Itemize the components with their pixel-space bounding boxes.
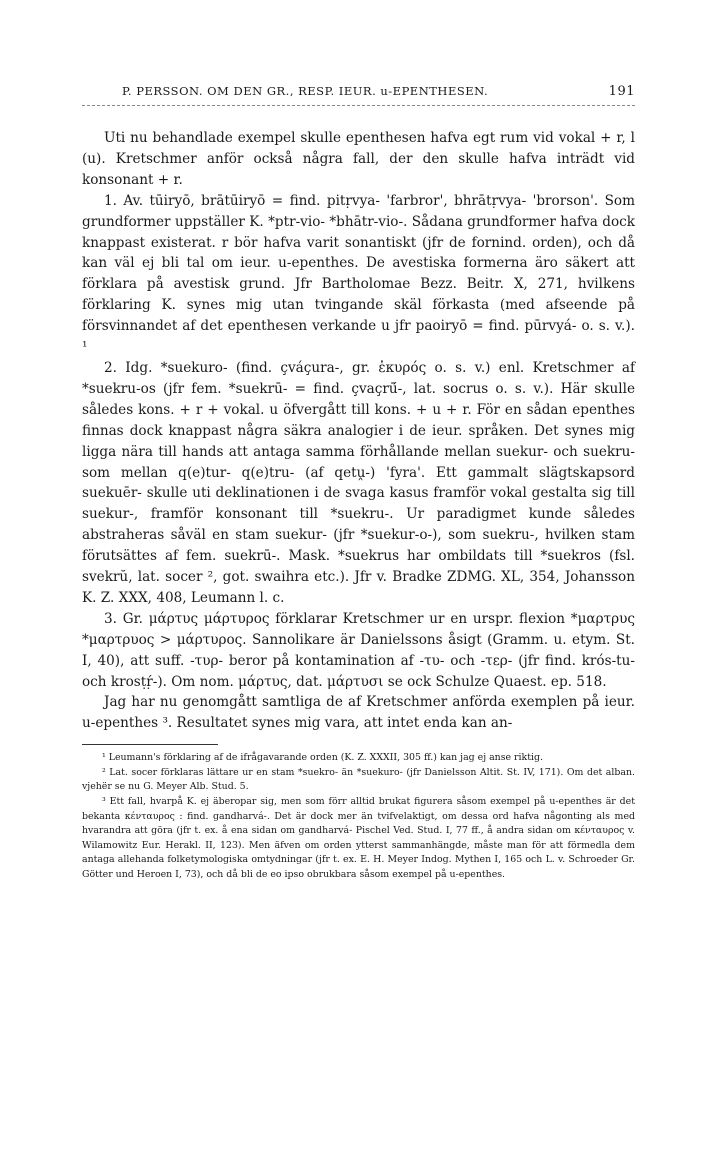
paragraph-intro: Uti nu behandlade exempel skulle epenthesen hafva egt rum vid vokal + r, l (u). Kretschmer anför också några fall, der den skulle hafva inträdt vid konsonant + r. bbox=[82, 130, 635, 188]
footnote-2: ² Lat. socer förklaras lättare ur en stam *suekro- än *suekuro- (jfr Danielsson Altit. St. IV, 171). Om det alban. vjehër se nu G. Meyer Alb. Stud. 5. bbox=[82, 766, 635, 793]
paragraph-example-3: 3. Gr. μάρτυς μάρτυρος förklarar Kretschmer ur en urspr. flexion *μαρτρυς *μαρτρυος > μάρτυρος. Sannolikare är Danielssons åsigt (Gramm. u. etym. St. I, 40), att suff. -τυρ- beror på kontamination af -τυ- och -τερ- (jfr find. krós-tu- och krosṭṛ́-). Om nom. μάρτυς, dat. μάρτυσι se ock Schulze Quaest. ep. 518. bbox=[82, 610, 635, 690]
main-text bbox=[82, 128, 635, 734]
running-header bbox=[82, 84, 635, 106]
page-number: 191 bbox=[608, 84, 635, 99]
book-page bbox=[82, 84, 635, 883]
paragraph-example-2: 2. Idg. *suekuro- (find. çváçura-, gr. ἑκυρός o. s. v.) enl. Kretschmer af *suekru-os (jfr fem. *suekrū- = find. çvaçrū́-, lat. socrus o. s. v.). Här skulle således kons. + r + vokal. u öfvergått till kons. + u + r. För en sådan epenthes finnas dock knappast några säkra analogier i de ieur. språken. Det synes mig ligga nära till hands att antaga samma förhållande mellan suekur- och suekru- som mellan q(e)tur- q(e)tru- (af qetṷ-) 'fyra'. Ett gammalt slägtskapsord suekuēr- skulle uti deklinationen i de svaga kasus framför vokal gestalta sig till suekur-, framför konsonant till *suekru-. Ur paradigmet kunde således abstraheras såväl en stam suekur- (jfr *suekur-o-), som suekru-, hvilken stam förutsättes af fem. suekrū-. Mask. *suekrus har ombildats till *suekros (fsl. svekrŭ, lat. socer ², got. swaihra etc.). Jfr v. Bradke ZDMG. XL, 354, Johansson K. Z. XXX, 408, Leumann l. c. bbox=[82, 359, 635, 606]
paragraph-conclusion: Jag har nu genomgått samtliga de af Kretschmer anförda exemplen på ieur. u-epenthes ³. Resultatet synes mig vara, att intet enda kan an- bbox=[82, 694, 635, 732]
footnote-3: ³ Ett fall, hvarpå K. ej äberopar sig, men som förr alltid brukat figurera såsom exempel på u-epenthes är det bekanta κένταυρος : find. gandharvá-. Det är dock mer än tvifvelaktigt, om dessa ord hafva någonting als med hvarandra att göra (jfr t. ex. å ena sidan om gandharvá- Pischel Ved. Stud. I, 77 ff., å andra sidan om κένταυρος v. Wilamowitz Eur. Herakl. II, 123). Men äfven om orden ytterst sammanhängde, måste man för att förmedla dem antaga allehanda folketymologiska omtydningar (jfr t. ex. E. H. Meyer Indog. Mythen I, 165 och L. v. Schroeder Gr. Götter und Heroen I, 73), och då bli de eo ipso obrukbara såsom exempel på u-epenthes. bbox=[82, 796, 635, 881]
running-title: P. PERSSON. OM DEN GR., RESP. IEUR. u-EPENTHESEN. bbox=[122, 84, 489, 98]
footnote-1: ¹ Leumann's förklaring af de ifrågavarande orden (K. Z. XXXII, 305 ff.) kan jag ej anse riktig. bbox=[102, 752, 543, 764]
footnote-divider bbox=[82, 744, 218, 745]
footnotes bbox=[82, 751, 635, 882]
paragraph-example-1: 1. Av. tūiryō, brātūiryō = find. pitṛvya- 'farbror', bhrātṛvya- 'brorson'. Som grundformer uppställer K. *ptr-vio- *bhātr-vio-. Sådana grundformer hafva dock knappast existerat. r bör hafva varit sonantiskt (jfr de fornind. orden), och då kan väl ej bli tal om ieur. u-epenthes. De avestiska formerna äro säkert att förklara på avestisk grund. Jfr Bartholomae Bezz. Beitr. X, 271, hvilkens förklaring K. synes mig utan tvingande skäl förkasta (med afseende på försvinnandet af det epenthesen verkande u jfr paoiryō = find. pūrvyá- o. s. v.). ¹ bbox=[82, 192, 635, 356]
